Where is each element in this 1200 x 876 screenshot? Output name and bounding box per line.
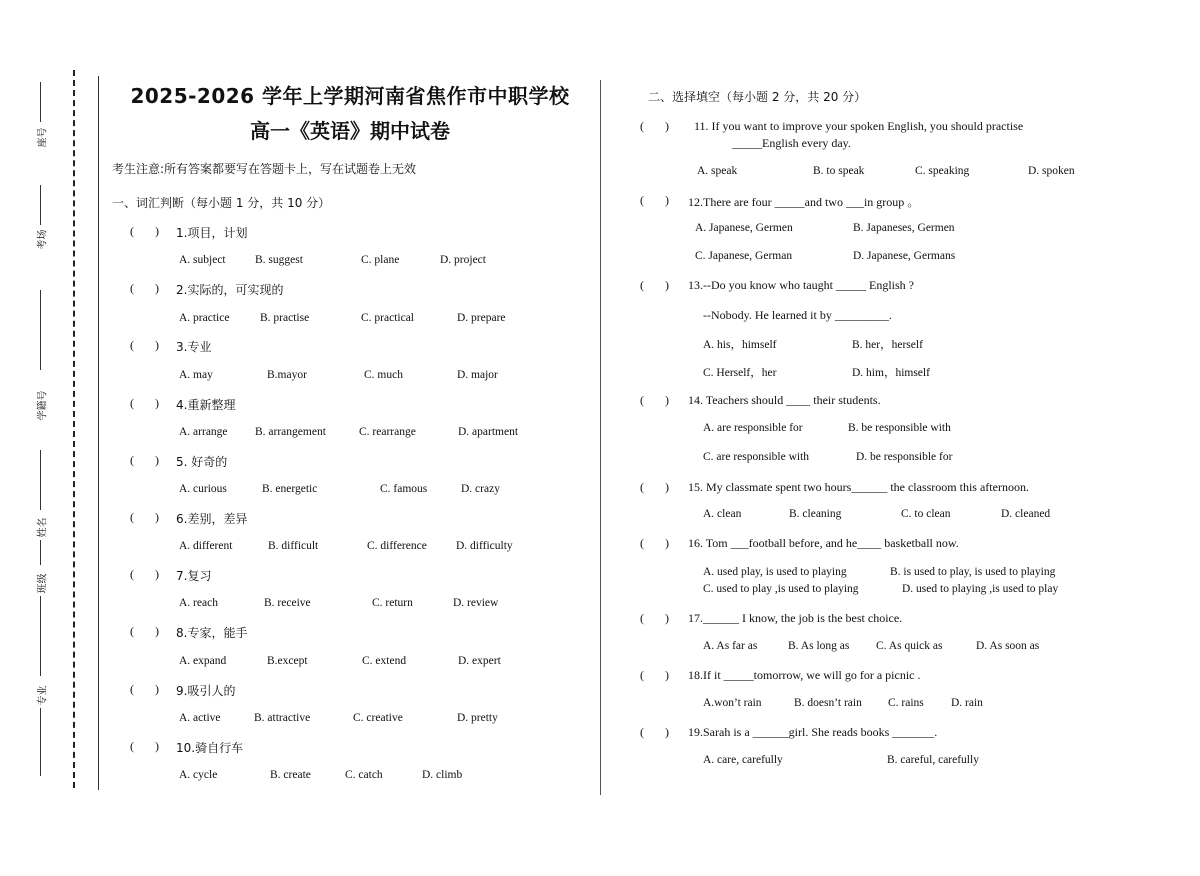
answer-blank[interactable]: ( ) bbox=[640, 611, 669, 625]
question-stem-continued: --Nobody. He learned it by _________. bbox=[703, 308, 892, 322]
option-d: D. review bbox=[453, 597, 499, 609]
exam-subtitle: 高一《英语》期中试卷 bbox=[250, 119, 450, 143]
option-c: C. difference bbox=[367, 540, 427, 552]
option-b: B. to speak bbox=[813, 165, 865, 177]
answer-blank[interactable]: ( ) bbox=[130, 682, 159, 696]
option-d: D. rain bbox=[951, 697, 983, 709]
option-c: C. Herself，her bbox=[703, 367, 777, 379]
option-b: B. cleaning bbox=[789, 508, 842, 520]
binding-solid-line bbox=[98, 76, 99, 790]
answer-blank[interactable]: ( ) bbox=[640, 725, 669, 739]
field-line bbox=[40, 708, 41, 776]
answer-blank[interactable]: ( ) bbox=[640, 480, 669, 494]
option-b: B. receive bbox=[264, 597, 311, 609]
option-b: B. her，herself bbox=[852, 339, 923, 351]
field-line bbox=[40, 540, 41, 565]
option-a: A. expand bbox=[179, 655, 227, 667]
field-line bbox=[40, 290, 41, 370]
option-c: C. rearrange bbox=[359, 426, 416, 438]
answer-blank[interactable]: ( ) bbox=[640, 278, 669, 292]
option-c: C. return bbox=[372, 597, 413, 609]
question-stem: 14. Teachers should ____ their students. bbox=[688, 393, 881, 407]
exam-notice: 考生注意:所有答案都要写在答题卡上，写在试题卷上无效 bbox=[112, 162, 417, 176]
option-d: D. difficulty bbox=[456, 540, 513, 552]
option-c: C. catch bbox=[345, 769, 383, 781]
field-line bbox=[40, 450, 41, 510]
option-b: B. careful, carefully bbox=[887, 754, 979, 766]
option-d: D. apartment bbox=[458, 426, 519, 438]
field-exam-room: 考场 bbox=[37, 229, 49, 250]
option-c: C. used to play ,is used to playing bbox=[703, 583, 859, 595]
section1-heading: 一、词汇判断（每小题 1 分，共 10 分） bbox=[112, 196, 331, 210]
option-a: A. different bbox=[179, 540, 233, 552]
option-b: B.mayor bbox=[267, 369, 307, 381]
question-stem: 2.实际的，可实现的 bbox=[176, 283, 284, 297]
option-b: B. Japaneses, Germen bbox=[853, 222, 955, 234]
option-c: C. rains bbox=[888, 697, 924, 709]
answer-blank[interactable]: ( ) bbox=[130, 624, 159, 638]
option-a: A. clean bbox=[703, 508, 742, 520]
option-a: A. reach bbox=[179, 597, 218, 609]
option-d: D. Japanese, Germans bbox=[853, 250, 956, 262]
answer-blank[interactable]: ( ) bbox=[130, 567, 159, 581]
option-d: D. major bbox=[457, 369, 498, 381]
option-c: C. famous bbox=[380, 483, 428, 495]
question-stem: 10.骑自行车 bbox=[176, 741, 244, 755]
question-stem: 9.吸引人的 bbox=[176, 684, 236, 698]
option-b: B. difficult bbox=[268, 540, 319, 552]
question-stem: 19.Sarah is a ______girl. She reads books _______. bbox=[688, 725, 938, 739]
question-stem: 7.复习 bbox=[176, 569, 212, 583]
answer-blank[interactable]: ( ) bbox=[130, 453, 159, 467]
question-stem-continued: _____English every day. bbox=[732, 136, 851, 150]
option-c: C. to clean bbox=[901, 508, 951, 520]
option-a: A. As far as bbox=[703, 640, 758, 652]
field-major: 专业 bbox=[37, 685, 49, 706]
option-a: A. subject bbox=[179, 254, 226, 266]
question-stem: 18.If it _____tomorrow, we will go for a picnic . bbox=[688, 668, 921, 682]
option-b: B. attractive bbox=[254, 712, 311, 724]
answer-blank[interactable]: ( ) bbox=[130, 510, 159, 524]
option-d: D. be responsible for bbox=[856, 451, 953, 463]
binding-dashed-line bbox=[73, 70, 75, 788]
question-stem: 15. My classmate spent two hours______ the classroom this afternoon. bbox=[688, 480, 1029, 494]
option-c: C. speaking bbox=[915, 165, 970, 177]
option-b: B. create bbox=[270, 769, 311, 781]
option-c: C. Japanese, German bbox=[695, 250, 793, 262]
option-d: D. prepare bbox=[457, 312, 506, 324]
question-stem: 13.--Do you know who taught _____ English ? bbox=[688, 278, 914, 292]
question-stem: 12.There are four _____and two ___in group 。 bbox=[688, 195, 920, 209]
option-c: C. plane bbox=[361, 254, 400, 266]
option-d: D. climb bbox=[422, 769, 463, 781]
field-class: 班级 bbox=[37, 573, 49, 594]
option-b: B. practise bbox=[260, 312, 310, 324]
question-stem: 1.项目，计划 bbox=[176, 226, 248, 240]
option-d: D. project bbox=[440, 254, 486, 266]
answer-blank[interactable]: ( ) bbox=[130, 224, 159, 238]
option-d: D. cleaned bbox=[1001, 508, 1051, 520]
option-a: A. used play, is used to playing bbox=[703, 566, 847, 578]
option-b: B. be responsible with bbox=[848, 422, 951, 434]
field-line bbox=[40, 185, 41, 225]
option-b: B. suggest bbox=[255, 254, 303, 266]
question-stem: 3.专业 bbox=[176, 340, 212, 354]
exam-title: 2025-2026 学年上学期河南省焦作市中职学校 bbox=[130, 84, 570, 108]
question-stem: 6.差别，差异 bbox=[176, 512, 248, 526]
option-d: D. expert bbox=[458, 655, 501, 667]
answer-blank[interactable]: ( ) bbox=[640, 393, 669, 407]
question-stem: 17.______ I know, the job is the best choice. bbox=[688, 611, 903, 625]
option-c: C. creative bbox=[353, 712, 403, 724]
option-b: B.except bbox=[267, 655, 308, 667]
answer-blank[interactable]: ( ) bbox=[130, 396, 159, 410]
option-a: A. are responsible for bbox=[703, 422, 803, 434]
option-a: A. curious bbox=[179, 483, 227, 495]
option-b: B. As long as bbox=[788, 640, 850, 652]
answer-blank[interactable]: ( ) bbox=[640, 193, 669, 207]
option-a: A. arrange bbox=[179, 426, 228, 438]
field-line bbox=[40, 596, 41, 676]
option-a: A. Japanese, Germen bbox=[695, 222, 793, 234]
option-c: C. practical bbox=[361, 312, 415, 324]
option-c: C. are responsible with bbox=[703, 451, 810, 463]
option-d: D. As soon as bbox=[976, 640, 1040, 652]
option-d: D. crazy bbox=[461, 483, 500, 495]
column-divider bbox=[600, 80, 601, 795]
option-c: C. extend bbox=[362, 655, 407, 667]
answer-blank[interactable]: ( ) bbox=[130, 338, 159, 352]
answer-blank[interactable]: ( ) bbox=[130, 281, 159, 295]
field-line bbox=[40, 82, 41, 122]
option-d: D. pretty bbox=[457, 712, 498, 724]
option-b: B. arrangement bbox=[255, 426, 326, 438]
option-a: A. may bbox=[179, 369, 213, 381]
field-seat-number: 座号 bbox=[37, 127, 49, 148]
answer-blank[interactable]: ( ) bbox=[130, 739, 159, 753]
question-stem: 5. 好奇的 bbox=[176, 455, 228, 469]
field-student-id: 学籍号 bbox=[37, 390, 49, 421]
option-b: B. energetic bbox=[262, 483, 318, 495]
option-a: A. speak bbox=[697, 165, 738, 177]
answer-blank[interactable]: ( ) bbox=[640, 119, 669, 133]
answer-blank[interactable]: ( ) bbox=[640, 668, 669, 682]
option-d: D. used to playing ,is used to play bbox=[902, 583, 1059, 595]
answer-blank[interactable]: ( ) bbox=[640, 536, 669, 550]
section2-heading: 二、选择填空（每小题 2 分，共 20 分） bbox=[648, 90, 867, 104]
question-stem: 16. Tom ___football before, and he____ basketball now. bbox=[688, 536, 959, 550]
option-c: C. much bbox=[364, 369, 403, 381]
option-d: D. him，himself bbox=[852, 367, 930, 379]
question-stem: 11. If you want to improve your spoken English, you should practise bbox=[694, 119, 1024, 133]
option-a: A. active bbox=[179, 712, 221, 724]
option-a: A. care, carefully bbox=[703, 754, 783, 766]
question-stem: 4.重新整理 bbox=[176, 398, 236, 412]
option-c: C. As quick as bbox=[876, 640, 943, 652]
option-d: D. spoken bbox=[1028, 165, 1075, 177]
option-a: A.won’t rain bbox=[703, 697, 762, 709]
field-name: 姓名 bbox=[37, 517, 49, 538]
option-b: B. is used to play, is used to playing bbox=[890, 566, 1056, 578]
option-a: A. his，himself bbox=[703, 339, 777, 351]
option-a: A. practice bbox=[179, 312, 230, 324]
option-b: B. doesn’t rain bbox=[794, 697, 862, 709]
option-a: A. cycle bbox=[179, 769, 218, 781]
question-stem: 8.专家，能手 bbox=[176, 626, 248, 640]
